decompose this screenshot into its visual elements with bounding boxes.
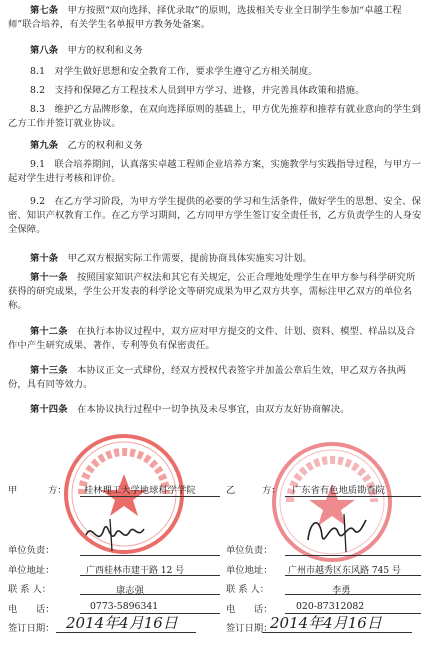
party-b-addr: 广州市越秀区东风路 745 号 bbox=[288, 566, 401, 576]
clause-13 bbox=[8, 364, 424, 392]
party-b-name: 广东省有色地质勘查院 bbox=[292, 485, 385, 496]
party-a-addr-line bbox=[80, 575, 220, 576]
clause-10-label: 第十条 bbox=[30, 253, 59, 264]
clause-8-3-label: 8.3 bbox=[30, 104, 46, 115]
clause-14-label: 第十四条 bbox=[30, 404, 68, 415]
clause-8-2-label: 8.2 bbox=[30, 85, 46, 96]
party-a-name-line bbox=[80, 496, 220, 497]
party-a-phone: 0773-5896341 bbox=[90, 601, 159, 612]
party-a-name: 桂林理工大学地球科学学院 bbox=[84, 485, 196, 496]
clause-8-1-text: 对学生做好思想和安全教育工作，要求学生遵守乙方相关制度。 bbox=[54, 66, 318, 77]
party-b-label-colon: 方： bbox=[262, 485, 281, 496]
clause-10 bbox=[8, 252, 424, 266]
party-a-signature bbox=[80, 515, 150, 555]
clause-8-2-text: 支持和保障乙方工程技术人员到甲方学习、进修，并完善具体政策和措施。 bbox=[54, 85, 365, 96]
party-a-rep-label: 单位负责： bbox=[8, 545, 55, 556]
clause-8-text: 甲方的权利和义务 bbox=[67, 45, 143, 56]
party-b-rep-line bbox=[285, 555, 421, 556]
party-b-date-line bbox=[262, 632, 412, 633]
clause-8-3 bbox=[8, 103, 424, 131]
party-a-label-colon: 方： bbox=[48, 485, 67, 496]
party-b-date: 2014年4月16日 bbox=[270, 614, 382, 632]
clause-8-2 bbox=[8, 84, 424, 98]
clause-11-label: 第十一条 bbox=[30, 272, 68, 283]
party-a-rep-line bbox=[80, 555, 220, 556]
party-b-label: 乙 bbox=[226, 485, 236, 496]
party-a-label: 甲 bbox=[8, 485, 18, 496]
party-b-rep-label: 单位负责： bbox=[226, 545, 273, 556]
clause-11-text: 按照国家知识产权法和其它有关规定，公正合理地处理学生在甲方参与科学研究所获得的研究成果，学生公开发表的科学论文等研究成果为甲乙双方共享，需标注甲乙双方的单位名称。 bbox=[8, 272, 416, 311]
clause-7 bbox=[8, 4, 424, 32]
clause-7-label: 第七条 bbox=[30, 5, 59, 16]
party-b-addr-label: 单位地址： bbox=[226, 565, 273, 576]
party-a-contact: 康志强 bbox=[116, 585, 144, 596]
clause-7-text: 甲方按照“双向选择、择优录取”的原则，选拔相关专业全日制学生参加“卓越工程师”联合培养，有关学生名单报甲方教务处备案。 bbox=[8, 5, 402, 30]
party-b-signature bbox=[300, 510, 370, 554]
clause-8-1 bbox=[8, 65, 424, 79]
clause-9-text: 乙方的权利和义务 bbox=[67, 140, 143, 151]
clause-9-1-label: 9.1 bbox=[30, 159, 46, 170]
party-b-contact: 李勇 bbox=[332, 585, 351, 596]
clause-9-label: 第九条 bbox=[30, 140, 59, 151]
party-a-contact-line bbox=[80, 594, 220, 595]
party-a-date-label: 签订日期： bbox=[8, 623, 55, 634]
clause-9 bbox=[8, 139, 424, 153]
clause-8-1-label: 8.1 bbox=[30, 66, 46, 77]
party-b-contact-label: 联 系 人： bbox=[226, 584, 270, 595]
clause-8-3-text: 维护乙方品牌形象，在双向选择原则的基础上，甲方优先推荐和推荐有就业意向的学生到乙方工作并签订就业协议。 bbox=[8, 104, 421, 129]
party-b-phone: 020-87312082 bbox=[296, 601, 365, 612]
party-a-addr: 广西桂林市建干路 12 号 bbox=[86, 566, 185, 576]
clause-8-label: 第八条 bbox=[30, 45, 59, 56]
party-a-contact-label: 联 系 人： bbox=[8, 584, 52, 595]
clause-9-2-text: 在乙方学习阶段，为甲方学生提供的必要的学习和生活条件，做好学生的思想、安全、保密、知识产权教育工作。在乙方学习期间，乙方同甲方学生签订安全责任书，乙方负责学生的人身安全保障。 bbox=[8, 196, 422, 235]
clause-12-text: 在执行本协议过程中，双方应对甲方提交的文件、计划、资料、模型、样品以及合作中产生研究成果、著作、专利等负有保密责任。 bbox=[8, 326, 416, 351]
clause-10-text: 甲乙双方根据实际工作需要，提前协商具体实施实习计划。 bbox=[67, 253, 312, 264]
clause-13-label: 第十三条 bbox=[30, 365, 68, 376]
party-a-addr-label: 单位地址： bbox=[8, 565, 55, 576]
clause-12-label: 第十二条 bbox=[30, 326, 68, 337]
party-b-contact-line bbox=[285, 594, 421, 595]
party-b-phone-label: 电 话： bbox=[226, 604, 273, 615]
clause-14-text: 在本协议执行过程中一切争执及未尽事宜，由双方友好协商解决。 bbox=[77, 404, 350, 415]
clause-13-text: 本协议正文一式肆份，经双方授权代表签字并加盖公章后生效，甲乙双方各执两份，具有同等效力。 bbox=[8, 365, 406, 390]
clause-9-2 bbox=[8, 195, 424, 237]
clause-8 bbox=[8, 44, 424, 58]
clause-12 bbox=[8, 325, 424, 353]
clause-9-1-text: 联合培养期间，认真落实卓越工程师企业培养方案，实施教学与实践指导过程，与甲方一起对学生进行考核和评价。 bbox=[8, 159, 421, 184]
clause-9-2-label: 9.2 bbox=[30, 196, 46, 207]
party-b-date-label: 签订日期： bbox=[226, 623, 273, 634]
party-b-addr-line bbox=[285, 575, 421, 576]
party-a-phone-label: 电 话： bbox=[8, 604, 55, 615]
clause-11 bbox=[8, 271, 424, 313]
clause-14 bbox=[8, 403, 424, 417]
clause-9-1 bbox=[8, 158, 424, 186]
party-b-name-line bbox=[285, 496, 421, 497]
party-a-date-line bbox=[56, 632, 196, 633]
party-a-date: 2014年4月16日 bbox=[66, 614, 178, 632]
